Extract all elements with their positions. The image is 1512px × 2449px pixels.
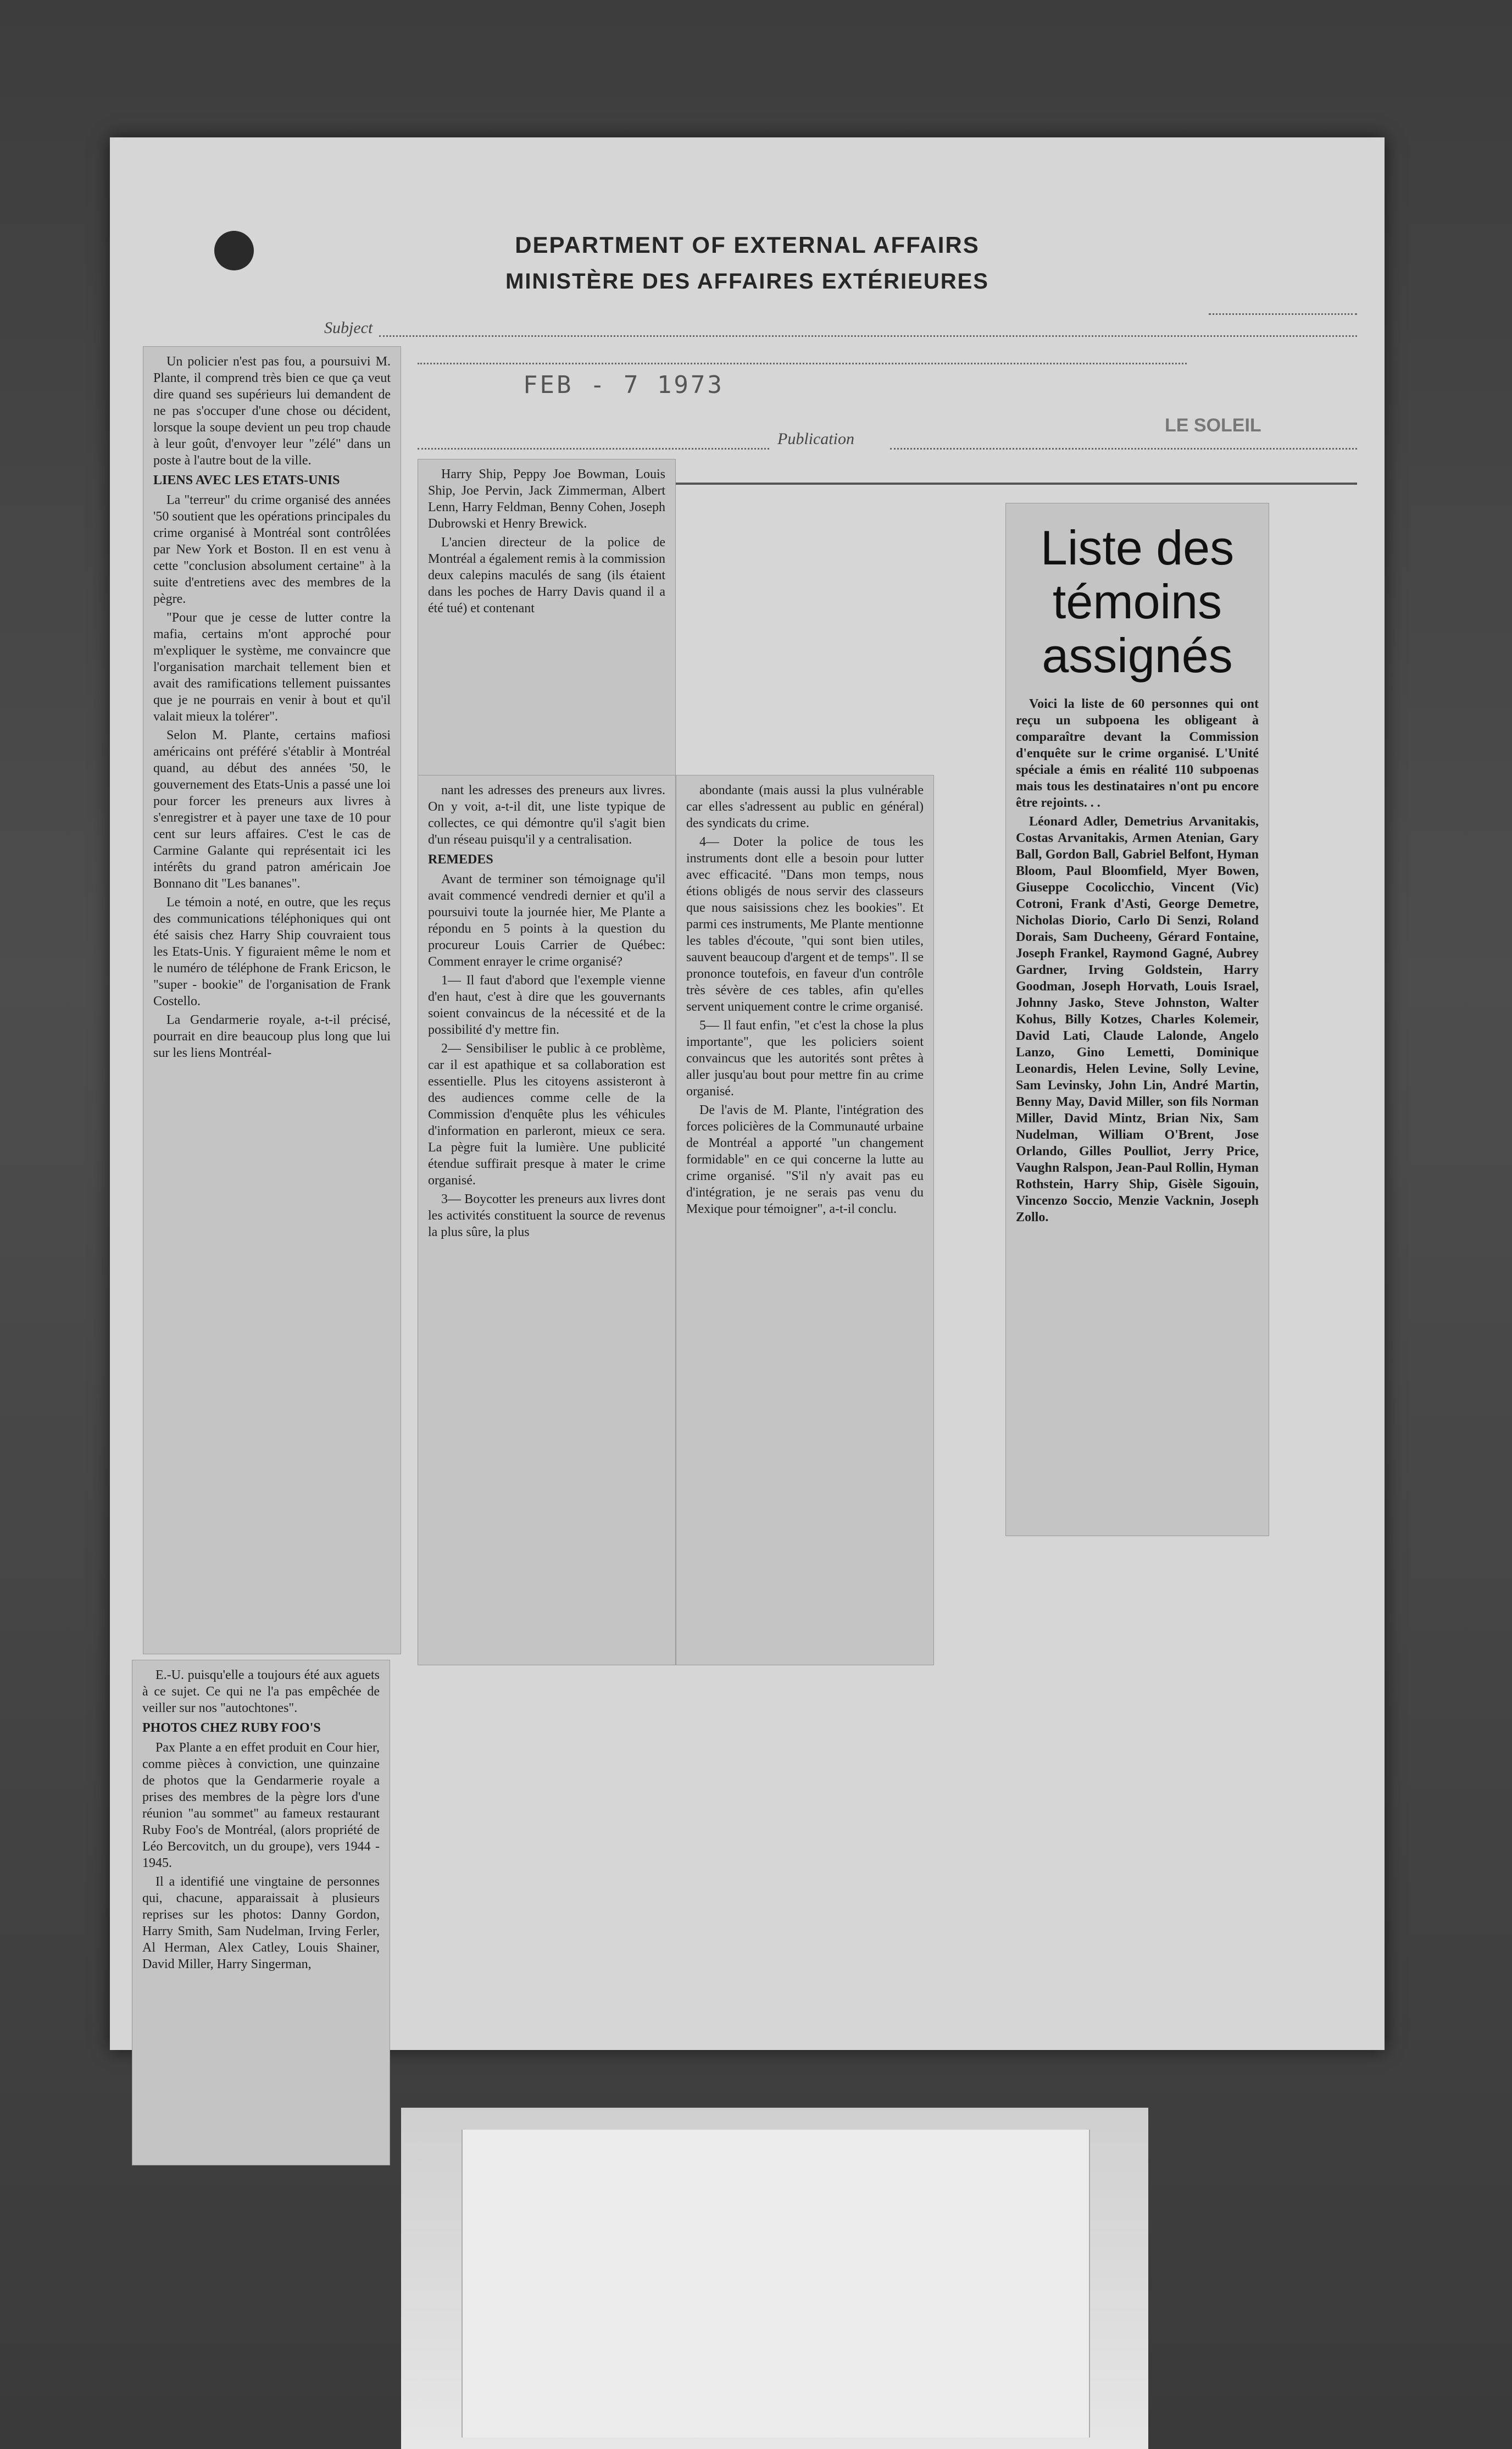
clip-subheading: REMEDES [428, 852, 493, 867]
clipping-left-bottom [132, 1660, 390, 2165]
clip-paragraph: Avant de terminer son témoignage qu'il avait commencé vendredi dernier et qu'il a poursuivi toute la journée hier, Me Plante a répondu en 5 points à la question du procureur Louis Carrier de Québec: Comment enrayer le crime organisé? [428, 872, 665, 969]
subject-rule-3 [418, 363, 1187, 364]
clip-paragraph: De l'avis de M. Plante, l'intégration des forces policières de la Communauté urbaine de Montréal a apporté "un changement formidable" en ce qui concerne la lutte au crime organisé. "S'il n'y avait pas eu d'intégration, je ne serais pas venu du Mexique pour témoigner", a-t-il conclu. [686, 1103, 924, 1216]
publication-rule-left [418, 448, 769, 450]
department-title-fr: MINISTÈRE DES AFFAIRES EXTÉRIEURES [505, 269, 989, 293]
clipping-middle-col1 [418, 775, 676, 1665]
subject-label: Subject [324, 319, 373, 337]
publication-rule-right [890, 448, 1357, 450]
clip-paragraph: abondante (mais aussi la plus vulnérable car elles s'adressent au public en général) des syndicats du crime. [686, 783, 924, 830]
clipping-left-top [143, 346, 401, 1654]
date-stamp: FEB - 7 1973 [523, 371, 724, 399]
witness-names: Léonard Adler, Demetrius Arvanitakis, Costas Arvanitakis, Armen Atenian, Gary Ball, Gordon Ball, Gabriel Belfont, Hyman Bloom, Paul Bloomfield, Myer Bowen, Giuseppe Cocolicchio, Vincent (Vic) Cotroni, Frank d'Asti, George Demetre, Nicholas Diorio, Carlo Di Senzi, Roland Dorais, Sam Ducheeny, Gérard Fontaine, Joseph Frankel, Raymond Gagné, Aubrey Gardner, Irving Goldstein, Harry Goodman, Joseph Horvath, Louis Israel, Johnny Jasko, Steve Johnston, Walter Kohus, Billy Kotzes, Charles Kolemeir, David Lati, Claude Lalonde, Angelo Lanzo, Gino Lemetti, Dominique Leonardis, Helen Levine, Solly Levine, Sam Levinsky, John Lin, André Martin, Benny May, David Miller, son fils Norman Miller, David Mintz, Brian Nix, Sam Nudelman, William O'Brent, Jose Orlando, Gilles Poulliot, Jerry Price, Vaughn Ralspon, Jean-Paul Rollin, Hyman Rothstein, Harry Ship, Gisèle Sigouin, Vincenzo Soccio, Menzie Vacknin, Joseph Zollo. [1016, 815, 1259, 1224]
clip-paragraph: Pax Plante a en effet produit en Cour hier, comme pièces à conviction, une quinzaine de photos que la Gendarmerie royale a prises des membres de la pègre lors d'une réunion "au sommet" au fameux restaurant Ruby Foo's de Montréal, (alors propriété de Léo Bercovitch, un du groupe), vers 1944 - 1945. [142, 1741, 380, 1870]
witness-list-lead: Voici la liste de 60 personnes qui ont reçu un subpoena les obligeant à comparaître devant la Commission d'enquête sur le crime organisé. L'Unité spéciale a émis en réalité 110 subpoenas mais tous les destinataires n'ont pu encore être rejoints. . . [1016, 697, 1259, 810]
envelope-inner [462, 2130, 1090, 2437]
clip-paragraph: La "terreur" du crime organisé des années '50 soutient que les opérations principales du crime organisé à Montréal sont contrôlées par New York et Boston. Il en est venu à cette "conclusion absolument certaine" à la suite d'entretiens avec des membres de la pègre. [153, 493, 391, 606]
department-title-en: DEPARTMENT OF EXTERNAL AFFAIRS [515, 232, 980, 258]
subject-rule [379, 335, 1357, 337]
clip-paragraph: E.-U. puisqu'elle a toujours été aux aguets à ce sujet. Ce qui ne l'a pas empêchée de veiller sur nos "autochtones". [142, 1668, 380, 1715]
clip-paragraph: 5— Il faut enfin, "et c'est la chose la plus importante", que les policiers soient convaincus que les autorités sont prêtes à aller jusqu'au bout pour mettre fin au crime organisé. [686, 1018, 924, 1099]
clip-paragraph: 4— Doter la police de tous les instruments dont elle a besoin pour lutter avec efficacité. "Dans mon temps, nous étions obligés de nous servir des classeurs que nous saisissions chez les bookies". Et parmi ces instruments, Me Plante mentionne les tables d'écoute, "qui sont bien utiles, sauvent beaucoup d'argent et de temps". Il se prononce toutefois, en faveur d'un contrôle très sévère de ces tables, afin qu'elles servent uniquement contre le crime organisé. [686, 835, 924, 1014]
clip-paragraph: Selon M. Plante, certains mafiosi américains ont préféré s'établir à Montréal quand, au début des années '50, le gouvernement des Etats-Unis a passé une loi pour forcer les preneurs aux livres à s'enregistrer et à payer une taxe de 10 pour cent sur leurs affaires. C'est le cas de Carmine Galante qui représentait ici les intérêts du grand patron américain Joe Bonnano dit "Les bananes". [153, 728, 391, 891]
clip-paragraph: nant les adresses des preneurs aux livres. On y voit, a-t-il dit, une liste typique de collectes, ce qui démontre qu'il s'agit bien d'un réseau puisqu'il y a centralisation. [428, 783, 665, 847]
clip-paragraph: 1— Il faut d'abord que l'exemple vienne d'en haut, c'est à dire que les gouvernants soient convaincus de la nécessité et de la possibilité d'y mettre fin. [428, 973, 665, 1037]
clip-paragraph: Harry Ship, Peppy Joe Bowman, Louis Ship, Joe Pervin, Jack Zimmerman, Albert Lenn, Harry Feldman, Benny Cohen, Joseph Dubrowski et Henry Brewick. [428, 467, 665, 531]
clip-paragraph: La Gendarmerie royale, a-t-il précisé, pourrait en dire beaucoup plus long que lui sur les liens Montréal- [153, 1013, 391, 1060]
clip-paragraph: Le témoin a noté, en outre, que les reçus des communications téléphoniques qui ont été saisis chez Harry Ship couvraient tous les Etats-Unis. Y figuraient même le nom et le numéro de téléphone de Frank Ericson, le "super - bookie" de l'organisation de Frank Costello. [153, 895, 391, 1009]
clip-subheading: PHOTOS CHEZ RUBY FOO'S [142, 1721, 321, 1735]
memo-sheet [110, 137, 1385, 2050]
envelope [401, 2108, 1148, 2449]
clip-paragraph: "Pour que je cesse de lutter contre la mafia, certains m'ont approché pour m'expliquer le système, me convaincre que l'organisation marchait tellement bien et avait des ramifications tellement puissantes que je ne pourrais en venir à bout et qu'il valait mieux la tolérer". [153, 611, 391, 724]
clip-paragraph: Un policier n'est pas fou, a poursuivi M. Plante, il comprend très bien ce que ça veut dire quand ses supérieurs lui demandent de ne pas s'occuper d'une chose ou décident, lorsque la soupe devient un peu trop chaude à leur goût, d'envoyer leur "zélé" dans un poste à l'autre bout de la ville. [153, 354, 391, 468]
clip-paragraph: 2— Sensibiliser le public à ce problème, car il est apathique et sa collaboration est essentielle. Plus les citoyens assisteront à des audiences comme celle de la Commission d'enquête plus les véhicules d'information en parleront, mieux ce sera. La pègre fuit la lumière. Une publicité étendue suffirait presque à mater le crime organisé. [428, 1041, 665, 1188]
clipping-right-witness-list [1005, 503, 1269, 1536]
witness-list-headline: Liste des témoins assignés [1040, 520, 1235, 683]
clip-paragraph: 3— Boycotter les preneurs aux livres dont les activités constituent la source de revenus la plus sûre, la plus [428, 1192, 665, 1239]
clipping-middle-col2 [676, 775, 934, 1665]
subject-rule-2 [1209, 313, 1357, 315]
clip-paragraph: L'ancien directeur de la police de Montréal a également remis à la commission deux calepins maculés de sang (ils étaient dans les poches de Harry Davis quand il a été tué) et contenant [428, 535, 665, 616]
clip-subheading: LIENS AVEC LES ETATS-UNIS [153, 473, 340, 487]
publication-label: Publication [777, 430, 854, 448]
publication-name: LE SOLEIL [1165, 415, 1261, 436]
clip-paragraph: Il a identifié une vingtaine de personnes qui, chacune, apparaissait à plusieurs reprises sur les photos: Danny Gordon, Harry Smith, Sam Nudelman, Irving Ferler, Al Herman, Alex Catley, Louis Shainer, David Miller, Harry Singerman, [142, 1875, 380, 1971]
